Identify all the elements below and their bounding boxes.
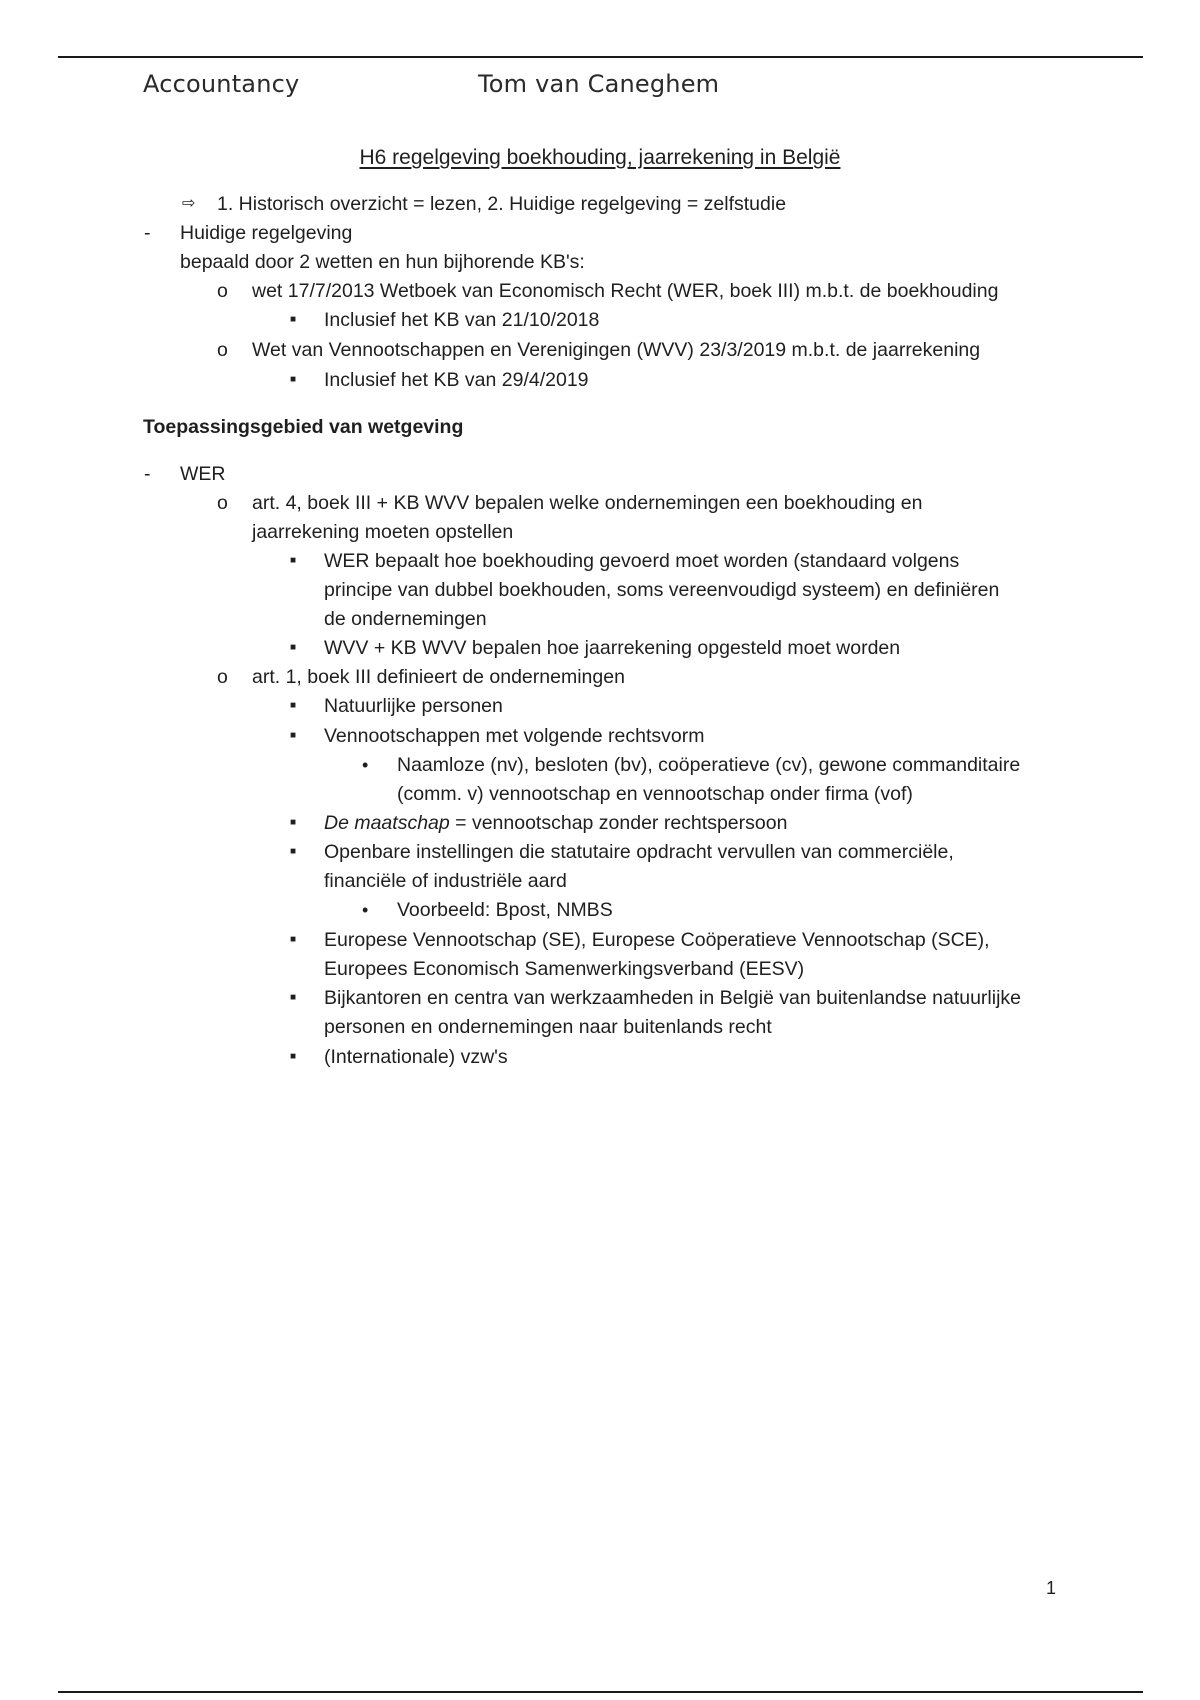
bullet-public-institutions-line2: financiële of industriële aard [324,870,567,892]
circle-bullet: o [217,492,228,514]
square-bullet-icon: ■ [290,730,297,741]
list-item-art4-line1: art. 4, boek III + KB WVV bepalen welke ondernemingen een boekhouding en [252,492,923,514]
page-number: 1 [1046,1578,1057,1598]
square-bullet-icon: ■ [290,555,297,566]
bullet-european-line2: Europees Economisch Samenwerkingsverband (EESV) [324,958,805,980]
study-note: 1. Historisch overzicht = lezen, 2. Huidige regelgeving = zelfstudie [217,193,787,215]
bullet-branches-line1: Bijkantoren en centra van werkzaamheden in België van buitenlandse natuurlijke [324,987,1022,1009]
dash-marker: - [144,463,151,485]
bullet-european-line1: Europese Vennootschap (SE), Europese Coöperatieve Vennootschap (SCE), [324,929,990,951]
list-item-art4-line2: jaarrekening moeten opstellen [252,521,514,543]
bullet-wer-line1: WER bepaalt hoe boekhouding gevoerd moet worden (standaard volgens [324,550,960,572]
list-item-wer: wet 17/7/2013 Wetboek van Economisch Recht (WER, boek III) m.b.t. de boekhouding [252,280,999,302]
square-bullet-icon: ■ [290,992,297,1003]
list-item-art1: art. 1, boek III definieert de ondernemingen [252,666,625,688]
square-bullet-icon: ■ [290,700,297,711]
header-rule [58,56,1143,58]
partnership-term: De maatschap [324,812,450,834]
square-bullet-icon: ■ [290,846,297,857]
square-bullet-icon: ■ [290,817,297,828]
round-bullet-icon: • [362,900,369,920]
list-item-wvv: Wet van Vennootschappen en Verenigingen (WVV) 23/3/2019 m.b.t. de jaarrekening [252,339,981,361]
bullet-branches-line2: personen en ondernemingen naar buitenlands recht [324,1016,772,1038]
section-intro: bepaald door 2 wetten en hun bijhorende KB's: [180,251,585,273]
square-bullet-icon: ■ [290,642,297,653]
section-heading-scope: Toepassingsgebied van wetgeving [143,416,464,438]
bullet-example: Voorbeeld: Bpost, NMBS [397,899,613,921]
bullet-wer-line2: principe van dubbel boekhouden, soms vereenvoudigd systeem) en definiëren [324,579,1000,601]
round-bullet-icon: • [362,755,369,775]
partnership-definition: = vennootschap zonder rechtspersoon [449,812,788,834]
circle-bullet: o [217,280,228,302]
arrow-icon: ⇨ [182,195,196,212]
header-subject: Accountancy [143,70,300,98]
page-title: H6 regelgeving boekhouding, jaarrekening in België [359,146,841,169]
bullet-public-institutions-line1: Openbare instellingen die statutaire opdracht vervullen van commerciële, [324,841,954,863]
square-bullet-icon: ■ [290,934,297,945]
section-heading-current-rules: Huidige regelgeving [180,222,353,244]
bullet-wer-line3: de ondernemingen [324,608,487,630]
circle-bullet: o [217,339,228,361]
header-author: Tom van Caneghem [478,70,720,98]
bullet-natural-persons: Natuurlijke personen [324,695,503,717]
square-bullet-icon: ■ [290,374,297,385]
square-bullet-icon: ■ [290,314,297,325]
list-subitem-kb-2019: Inclusief het KB van 29/4/2019 [324,369,589,391]
square-bullet-icon: ■ [290,1051,297,1062]
bullet-legal-forms-line2: (comm. v) vennootschap en vennootschap onder firma (vof) [397,783,913,805]
bullet-wvv: WVV + KB WVV bepalen hoe jaarrekening opgesteld moet worden [324,637,901,659]
subheading-wer: WER [180,463,226,485]
list-subitem-kb-2018: Inclusief het KB van 21/10/2018 [324,309,600,331]
circle-bullet: o [217,666,228,688]
bullet-companies: Vennootschappen met volgende rechtsvorm [324,725,705,747]
bullet-partnership [324,809,787,837]
footer-rule [58,1691,1143,1693]
bullet-nonprofits: (Internationale) vzw's [324,1046,508,1068]
bullet-legal-forms-line1: Naamloze (nv), besloten (bv), coöperatieve (cv), gewone commanditaire [397,754,1021,776]
dash-marker: - [144,222,151,244]
